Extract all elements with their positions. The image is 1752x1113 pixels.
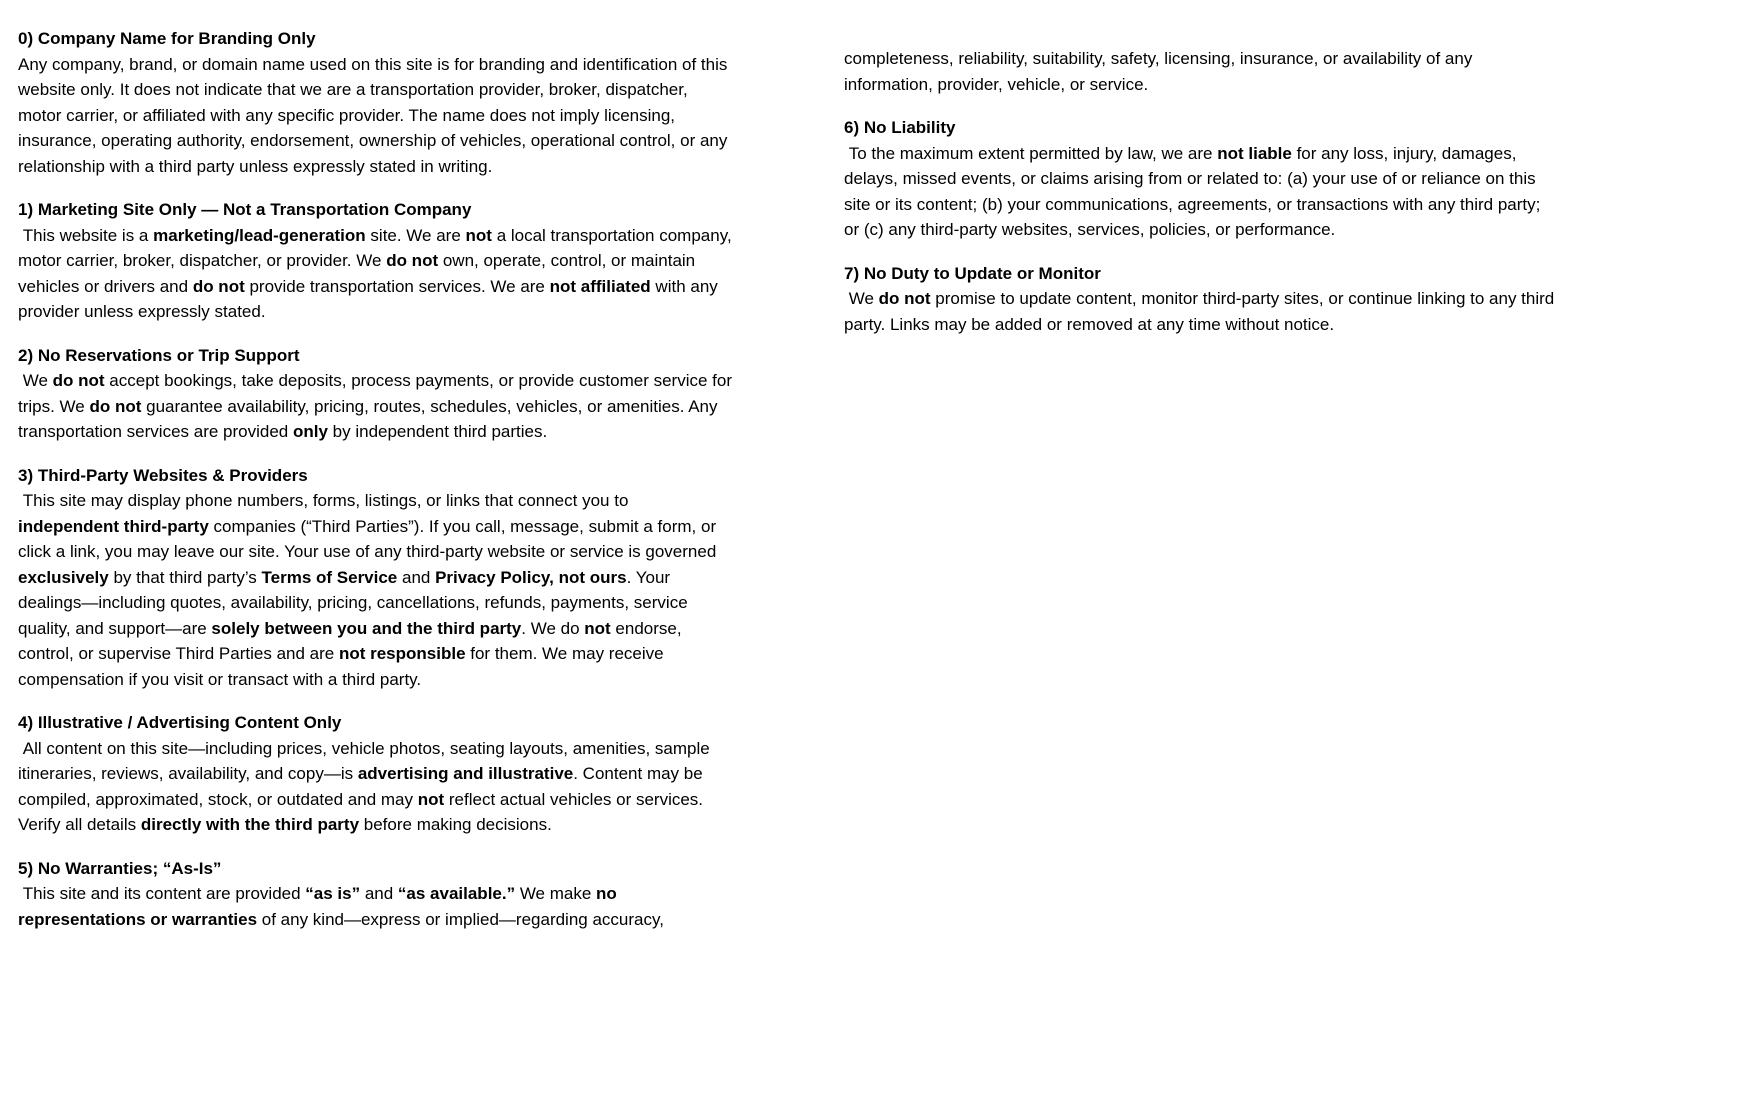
section-paragraph: This website is a marketing/lead-generation site. We are not a local transportation company, motor carrier, broker, dispatcher, or provider. We do not own, operate, control, or maintain vehicles or drivers and do not provide transportation services. We are not affiliated with any provider unless expressly stated. [18, 225, 737, 321]
section-no-warranties [18, 856, 733, 933]
section-heading: 1) Marketing Site Only — Not a Transportation Company [18, 200, 472, 219]
section-heading: 0) Company Name for Branding Only [18, 29, 316, 48]
section-company-name-branding [18, 26, 733, 179]
section-paragraph: This site may display phone numbers, forms, listings, or links that connect you to independent third-party companies (“Third Parties”). If you call, message, submit a form, or click a link, you may leave our site. Your use of any third-party website or service is governed exclusively by that third party’s Terms of Service and Privacy Policy, not ours. Your dealings—including quotes, availability, pricing, cancellations, refunds, payments, service quality, and support—are solely between you and the third party. We do not endorse, control, or supervise Third Parties and are not responsible for them. We may receive compensation if you visit or transact with a third party. [18, 491, 722, 689]
left-column [18, 26, 737, 950]
section-heading: 6) No Liability [844, 118, 956, 137]
section-paragraph: To the maximum extent permitted by law, we are not liable for any loss, injury, damages, delays, missed events, or claims arising from or related to: (a) your use of or reliance on this site or its content; (b) your communications, agreements, or transactions with any third party; or (c) any third-party websites, services, policies, or performance. [844, 143, 1546, 239]
section-paragraph: We do not accept bookings, take deposits, process payments, or provide customer service for trips. We do not guarantee availability, pricing, routes, schedules, vehicles, or amenities. Any transportation services are provided only by independent third parties. [18, 371, 737, 441]
section-heading: 3) Third-Party Websites & Providers [18, 465, 308, 485]
continuation-paragraph: completeness, reliability, suitability, safety, licensing, insurance, or availability of any information, provider, vehicle, or service. [844, 49, 1478, 94]
section-heading: 7) No Duty to Update or Monitor [844, 263, 1101, 283]
right-column [844, 46, 1559, 355]
section-heading: 4) Illustrative / Advertising Content Only [18, 713, 342, 732]
section-paragraph: This site and its content are provided “as is” and “as available.” We make no representations or warranties of any kind—express or implied—regarding accuracy, [18, 884, 664, 929]
section-no-warranties-continuation [844, 46, 1559, 97]
section-heading: 5) No Warranties; “As-Is” [18, 858, 222, 878]
section-heading: 2) No Reservations or Trip Support [18, 345, 300, 365]
section-paragraph: Any company, brand, or domain name used on this site is for branding and identification of this website only. It does not indicate that we are a transportation provider, broker, dispatcher, motor carrier, or affiliated with any specific provider. The name does not imply licensing, insurance, operating authority, endorsement, ownership of vehicles, operational control, or any relationship with a third party unless expressly stated in writing. [18, 54, 733, 176]
section-paragraph: All content on this site—including prices, vehicle photos, seating layouts, amenities, sample itineraries, reviews, availability, and copy—is advertising and illustrative. Content may be compiled, approximated, stock, or outdated and may not reflect actual vehicles or services. Verify all details directly with the third party before making decisions. [18, 738, 715, 834]
section-third-party-websites [18, 463, 733, 693]
section-illustrative-content [18, 710, 733, 838]
section-paragraph: We do not promise to update content, monitor third-party sites, or continue linking to any third party. Links may be added or removed at any time without notice. [844, 289, 1559, 334]
section-no-liability [844, 115, 1559, 243]
section-no-duty-to-update [844, 261, 1559, 338]
section-no-reservations [18, 343, 737, 445]
section-marketing-site-only [18, 197, 737, 325]
